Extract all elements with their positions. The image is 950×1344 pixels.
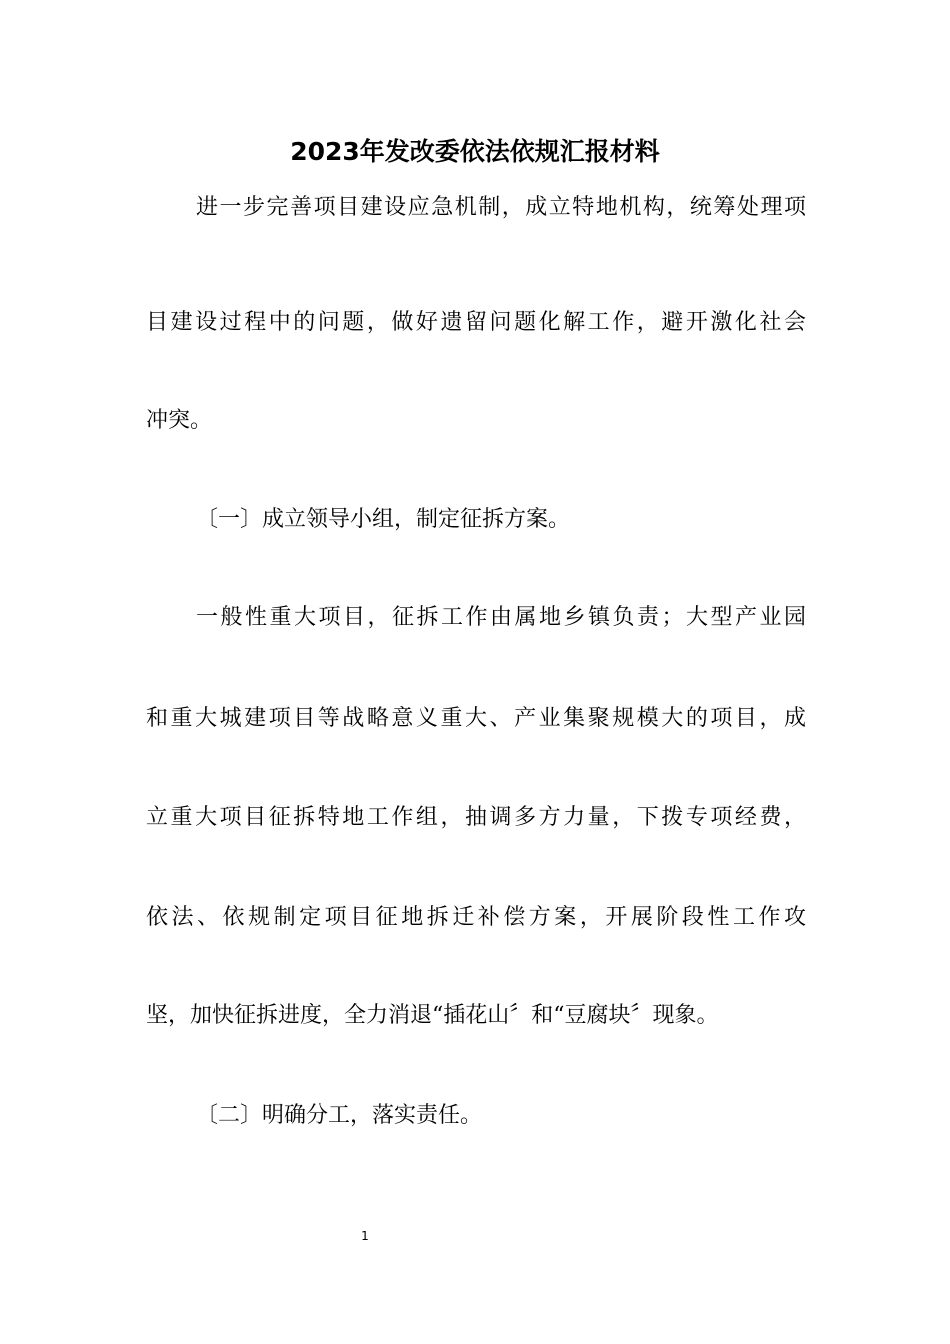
document-title: 2023年发改委依法依规汇报材料 bbox=[290, 137, 660, 166]
paragraph-3-line-4: 依法、依规制定项目征地拆迁补偿方案，开展阶段性工作攻 bbox=[146, 905, 806, 930]
paragraph-1-line-2: 目建设过程中的问题，做好遗留问题化解工作，避开激化社会 bbox=[146, 310, 806, 335]
paragraph-3-line-3: 立重大项目征拆特地工作组，抽调多方力量，下拨专项经费， bbox=[146, 805, 806, 830]
page-number: 1 bbox=[361, 1229, 369, 1243]
section-heading-1: 〔一〕成立领导小组，制定征拆方案。 bbox=[196, 507, 571, 532]
paragraph-3-line-1: 一般性重大项目，征拆工作由属地乡镇负责；大型产业园 bbox=[196, 605, 806, 630]
paragraph-1-line-3: 冲突。 bbox=[146, 408, 213, 433]
paragraph-3-line-2: 和重大城建项目等战略意义重大、产业集聚规模大的项目，成 bbox=[146, 706, 806, 731]
section-heading-2: 〔二〕明确分工，落实责任。 bbox=[196, 1103, 483, 1128]
paragraph-1-line-1: 进一步完善项目建设应急机制，成立特地机构，统筹处理项 bbox=[196, 195, 806, 220]
paragraph-3-line-5: 坚，加快征拆进度，全力消退“插花山〞和“豆腐块〞现象。 bbox=[146, 1003, 719, 1028]
